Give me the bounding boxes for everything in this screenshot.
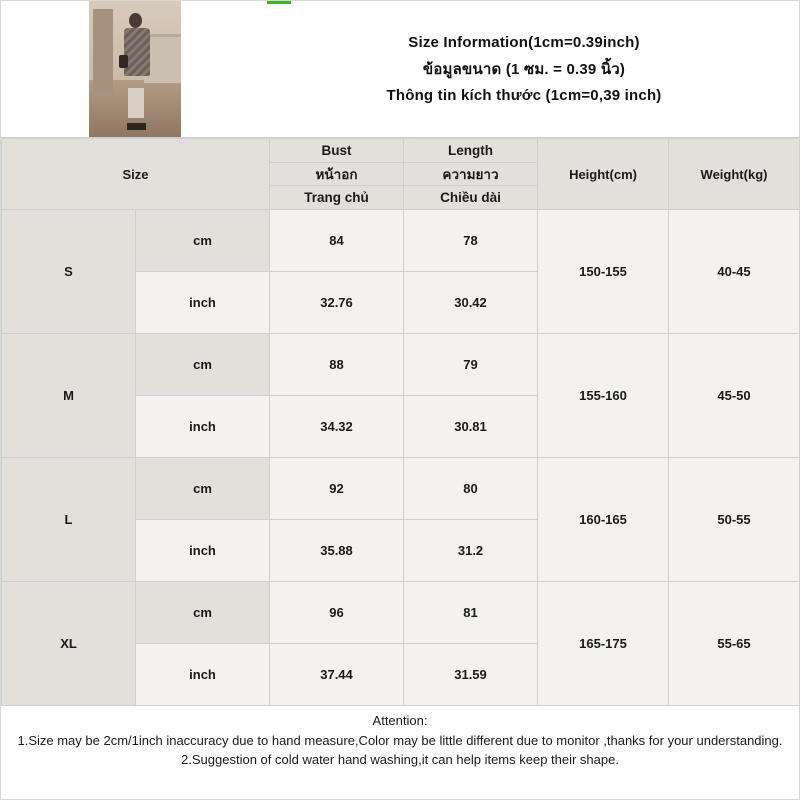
table-row [2,582,800,644]
row-bust-cm: 92 [270,458,404,520]
row-length-inch: 31.2 [404,520,538,582]
row-weight: 50-55 [669,458,800,582]
title-vietnamese: Thông tin kích thước (1cm=0,39 inch) [386,87,662,104]
attention-line-1: 1.Size may be 2cm/1inch inaccuracy due to hand measure,Color may be little different due to monitor ,thanks for your understanding. [17,732,783,748]
row-length-cm: 80 [404,458,538,520]
table-row [2,334,800,396]
row-bust-inch: 32.76 [270,272,404,334]
row-weight: 40-45 [669,210,800,334]
top-green-marker [267,1,291,4]
row-unit-cm: cm [136,210,270,272]
header-length-th: ความยาว [404,162,537,186]
header-bust-th: หน้าอก [270,162,403,186]
row-weight: 55-65 [669,582,800,706]
row-unit-inch: inch [136,644,270,706]
table-row [2,210,800,272]
row-height: 150-155 [538,210,669,334]
header-titles [269,1,799,137]
row-unit-inch: inch [136,520,270,582]
header-size: Size [2,139,270,210]
row-size-label: L [2,458,136,582]
row-unit-inch: inch [136,396,270,458]
attention-title: Attention: [372,713,428,728]
row-length-cm: 78 [404,210,538,272]
title-thai: ข้อมูลขนาด (1 ซม. = 0.39 นิ้ว) [422,61,626,78]
header-length-vi: Chiều dài [404,185,537,209]
header-length-en: Length [448,142,494,158]
header-bust-en: Bust [321,142,352,158]
row-size-label: M [2,334,136,458]
row-bust-cm: 84 [270,210,404,272]
row-bust-cm: 96 [270,582,404,644]
row-length-inch: 30.42 [404,272,538,334]
row-height: 155-160 [538,334,669,458]
row-height: 160-165 [538,458,669,582]
table-header-row [2,139,800,210]
attention-section [1,706,799,780]
row-size-label: S [2,210,136,334]
row-weight: 45-50 [669,334,800,458]
header-bust [270,139,404,210]
product-photo-container [1,1,269,137]
row-unit-inch: inch [136,272,270,334]
attention-line-2: 2.Suggestion of cold water hand washing,it can help items keep their shape. [181,751,619,767]
size-table [1,138,800,706]
row-bust-cm: 88 [270,334,404,396]
header-height: Height(cm) [538,139,669,210]
table-row [2,458,800,520]
row-bust-inch: 35.88 [270,520,404,582]
row-length-inch: 30.81 [404,396,538,458]
header-length [404,139,538,210]
header-bust-vi: Trang chủ [270,185,403,209]
row-unit-cm: cm [136,458,270,520]
title-english: Size Information(1cm=0.39inch) [408,34,640,51]
row-height: 165-175 [538,582,669,706]
header-weight: Weight(kg) [669,139,800,210]
row-length-cm: 81 [404,582,538,644]
row-size-label: XL [2,582,136,706]
product-photo [89,1,181,137]
row-length-inch: 31.59 [404,644,538,706]
row-unit-cm: cm [136,334,270,396]
row-length-cm: 79 [404,334,538,396]
row-bust-inch: 34.32 [270,396,404,458]
row-unit-cm: cm [136,582,270,644]
row-bust-inch: 37.44 [270,644,404,706]
header [1,1,799,138]
